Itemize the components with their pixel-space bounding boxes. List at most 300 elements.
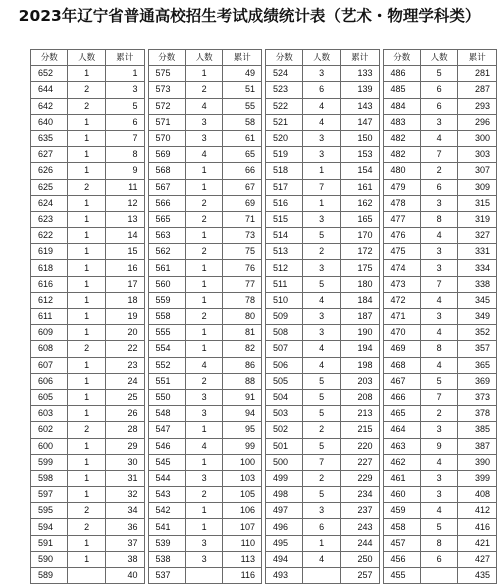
table-row (31, 211, 145, 227)
score-cell: 561 (148, 260, 185, 276)
count-cell: 3 (420, 309, 457, 325)
count-cell: 3 (185, 130, 222, 146)
score-cell: 464 (383, 422, 420, 438)
cumulative-cell: 170 (340, 228, 379, 244)
cumulative-cell: 229 (340, 470, 379, 486)
score-cell: 513 (266, 244, 303, 260)
count-cell: 4 (185, 147, 222, 163)
cumulative-cell: 180 (340, 276, 379, 292)
score-cell: 478 (383, 195, 420, 211)
count-cell: 4 (185, 98, 222, 114)
table-row (31, 130, 145, 146)
count-cell: 4 (303, 114, 340, 130)
count-cell: 7 (420, 276, 457, 292)
score-cell: 486 (383, 66, 420, 82)
score-cell: 627 (31, 147, 68, 163)
table-row (31, 82, 145, 98)
cumulative-cell: 55 (223, 98, 262, 114)
score-table-4 (383, 49, 498, 584)
table-row (31, 276, 145, 292)
count-cell: 2 (68, 503, 105, 519)
count-cell: 1 (68, 438, 105, 454)
table-row (383, 519, 497, 535)
count-cell: 1 (303, 195, 340, 211)
cumulative-cell: 150 (340, 130, 379, 146)
cumulative-cell: 22 (105, 341, 144, 357)
score-cell: 510 (266, 292, 303, 308)
count-cell (420, 568, 457, 584)
count-cell: 4 (303, 98, 340, 114)
table-row (266, 66, 380, 82)
score-cell: 494 (266, 551, 303, 567)
count-cell: 5 (303, 276, 340, 292)
count-cell: 5 (303, 389, 340, 405)
count-cell: 1 (68, 276, 105, 292)
score-cell: 603 (31, 406, 68, 422)
table-row (148, 260, 262, 276)
table-row (148, 568, 262, 584)
count-cell: 1 (185, 341, 222, 357)
table-row (148, 66, 262, 82)
cumulative-cell: 32 (105, 487, 144, 503)
table-row (148, 357, 262, 373)
table-row (383, 503, 497, 519)
score-cell: 597 (31, 487, 68, 503)
cumulative-cell: 100 (223, 454, 262, 470)
cumulative-cell: 345 (458, 292, 497, 308)
cumulative-cell: 12 (105, 195, 144, 211)
score-cell: 605 (31, 389, 68, 405)
table-row (383, 422, 497, 438)
header-cumulative: 累计 (223, 50, 262, 66)
table-row (266, 373, 380, 389)
count-cell: 1 (68, 147, 105, 163)
count-cell: 1 (68, 309, 105, 325)
score-cell: 466 (383, 389, 420, 405)
count-cell: 6 (420, 179, 457, 195)
cumulative-cell: 67 (223, 179, 262, 195)
count-cell (185, 568, 222, 584)
table-row (148, 82, 262, 98)
table-row (266, 211, 380, 227)
score-cell: 456 (383, 551, 420, 567)
table-row (31, 147, 145, 163)
cumulative-cell: 338 (458, 276, 497, 292)
count-cell: 1 (68, 487, 105, 503)
table-row (31, 503, 145, 519)
score-cell: 618 (31, 260, 68, 276)
cumulative-cell: 34 (105, 503, 144, 519)
count-cell: 8 (420, 341, 457, 357)
cumulative-cell: 369 (458, 373, 497, 389)
table-row (266, 82, 380, 98)
score-cell: 499 (266, 470, 303, 486)
count-cell: 3 (185, 551, 222, 567)
table-row (266, 422, 380, 438)
count-cell: 1 (68, 228, 105, 244)
count-cell: 5 (303, 228, 340, 244)
score-cell: 472 (383, 292, 420, 308)
table-row (383, 98, 497, 114)
cumulative-cell: 77 (223, 276, 262, 292)
table-row (31, 470, 145, 486)
count-cell: 2 (303, 244, 340, 260)
score-cell: 548 (148, 406, 185, 422)
cumulative-cell: 1 (105, 66, 144, 82)
score-cell: 570 (148, 130, 185, 146)
score-cell: 652 (31, 66, 68, 82)
count-cell: 5 (420, 373, 457, 389)
cumulative-cell: 303 (458, 147, 497, 163)
count-cell: 1 (68, 163, 105, 179)
header-count: 人数 (68, 50, 105, 66)
cumulative-cell: 25 (105, 389, 144, 405)
table-row (148, 179, 262, 195)
count-cell: 4 (185, 357, 222, 373)
count-cell: 8 (420, 211, 457, 227)
cumulative-cell: 5 (105, 98, 144, 114)
cumulative-cell: 153 (340, 147, 379, 163)
cumulative-cell: 349 (458, 309, 497, 325)
table-row (148, 228, 262, 244)
table-row (266, 487, 380, 503)
header-score: 分数 (148, 50, 185, 66)
table-row (266, 276, 380, 292)
table-row (383, 292, 497, 308)
cumulative-cell: 139 (340, 82, 379, 98)
count-cell: 1 (185, 179, 222, 195)
count-cell: 7 (420, 389, 457, 405)
count-cell: 4 (420, 357, 457, 373)
table-row (31, 163, 145, 179)
score-cell: 606 (31, 373, 68, 389)
table-row (266, 195, 380, 211)
table-row (383, 357, 497, 373)
count-cell: 1 (68, 244, 105, 260)
table-row (31, 244, 145, 260)
cumulative-cell: 198 (340, 357, 379, 373)
count-cell: 4 (420, 292, 457, 308)
score-cell: 502 (266, 422, 303, 438)
table-row (383, 325, 497, 341)
table-row (31, 341, 145, 357)
header-cumulative: 累计 (340, 50, 379, 66)
table-row (266, 389, 380, 405)
table-row (31, 228, 145, 244)
table-row (383, 276, 497, 292)
table-row (383, 114, 497, 130)
cumulative-cell: 147 (340, 114, 379, 130)
table-row (383, 163, 497, 179)
count-cell: 1 (185, 325, 222, 341)
cumulative-cell: 365 (458, 357, 497, 373)
cumulative-cell: 81 (223, 325, 262, 341)
count-cell: 4 (303, 551, 340, 567)
count-cell: 3 (420, 260, 457, 276)
table-row (31, 373, 145, 389)
table-row (266, 260, 380, 276)
table-row (383, 147, 497, 163)
cumulative-cell: 73 (223, 228, 262, 244)
table-row (266, 179, 380, 195)
score-cell: 595 (31, 503, 68, 519)
cumulative-cell: 215 (340, 422, 379, 438)
score-cell: 475 (383, 244, 420, 260)
table-row (266, 228, 380, 244)
table-row (148, 211, 262, 227)
cumulative-cell: 14 (105, 228, 144, 244)
header-count: 人数 (185, 50, 222, 66)
table-row (148, 244, 262, 260)
count-cell: 2 (185, 211, 222, 227)
cumulative-cell: 190 (340, 325, 379, 341)
cumulative-cell: 357 (458, 341, 497, 357)
table-row (31, 195, 145, 211)
cumulative-cell: 107 (223, 519, 262, 535)
score-cell: 619 (31, 244, 68, 260)
table-row (383, 195, 497, 211)
count-cell: 5 (420, 519, 457, 535)
table-row (383, 179, 497, 195)
count-cell: 1 (185, 292, 222, 308)
cumulative-cell: 105 (223, 487, 262, 503)
count-cell: 1 (303, 163, 340, 179)
cumulative-cell: 208 (340, 389, 379, 405)
cumulative-cell: 6 (105, 114, 144, 130)
score-cell: 608 (31, 341, 68, 357)
table-row (31, 438, 145, 454)
score-cell: 635 (31, 130, 68, 146)
count-cell: 4 (420, 130, 457, 146)
cumulative-cell: 49 (223, 66, 262, 82)
count-cell: 1 (303, 535, 340, 551)
count-cell: 7 (420, 147, 457, 163)
cumulative-cell: 327 (458, 228, 497, 244)
score-cell: 626 (31, 163, 68, 179)
score-cell: 512 (266, 260, 303, 276)
count-cell: 2 (68, 422, 105, 438)
cumulative-cell: 61 (223, 130, 262, 146)
table-row (383, 244, 497, 260)
count-cell: 2 (68, 98, 105, 114)
table-row (148, 114, 262, 130)
count-cell: 1 (68, 114, 105, 130)
score-cell: 591 (31, 535, 68, 551)
count-cell: 2 (420, 163, 457, 179)
score-cell: 567 (148, 179, 185, 195)
table-row (148, 422, 262, 438)
header-score: 分数 (31, 50, 68, 66)
count-cell: 6 (303, 519, 340, 535)
score-cell: 555 (148, 325, 185, 341)
table-row (383, 535, 497, 551)
header-count: 人数 (420, 50, 457, 66)
score-cell: 642 (31, 98, 68, 114)
table-row (148, 519, 262, 535)
score-cell: 460 (383, 487, 420, 503)
cumulative-cell: 17 (105, 276, 144, 292)
score-cell: 543 (148, 487, 185, 503)
header-cumulative: 累计 (105, 50, 144, 66)
count-cell: 1 (68, 130, 105, 146)
table-row (31, 454, 145, 470)
table-row (383, 130, 497, 146)
cumulative-cell: 76 (223, 260, 262, 276)
score-cell: 644 (31, 82, 68, 98)
score-cell: 640 (31, 114, 68, 130)
cumulative-cell: 66 (223, 163, 262, 179)
table-row (31, 179, 145, 195)
count-cell: 1 (68, 292, 105, 308)
count-cell: 4 (420, 325, 457, 341)
score-cell: 504 (266, 389, 303, 405)
cumulative-cell: 296 (458, 114, 497, 130)
score-cell: 508 (266, 325, 303, 341)
table-header-row (148, 50, 262, 66)
table-header-row (266, 50, 380, 66)
score-cell: 607 (31, 357, 68, 373)
cumulative-cell: 257 (340, 568, 379, 584)
score-cell: 521 (266, 114, 303, 130)
table-row (148, 438, 262, 454)
table-row (383, 551, 497, 567)
score-cell: 485 (383, 82, 420, 98)
count-cell: 3 (420, 114, 457, 130)
table-row (148, 341, 262, 357)
count-cell: 6 (420, 82, 457, 98)
count-cell: 1 (68, 260, 105, 276)
count-cell: 1 (68, 406, 105, 422)
score-cell: 599 (31, 454, 68, 470)
cumulative-cell: 307 (458, 163, 497, 179)
score-cell: 505 (266, 373, 303, 389)
cumulative-cell: 18 (105, 292, 144, 308)
score-cell: 550 (148, 389, 185, 405)
table-row (266, 114, 380, 130)
table-header-row (383, 50, 497, 66)
count-cell: 6 (303, 82, 340, 98)
score-cell: 455 (383, 568, 420, 584)
score-cell: 569 (148, 147, 185, 163)
table-row (266, 98, 380, 114)
table-row (31, 357, 145, 373)
score-cell: 516 (266, 195, 303, 211)
count-cell: 3 (185, 389, 222, 405)
score-cell: 462 (383, 454, 420, 470)
count-cell: 1 (185, 228, 222, 244)
score-cell: 575 (148, 66, 185, 82)
count-cell: 1 (68, 373, 105, 389)
header-score: 分数 (383, 50, 420, 66)
score-cell: 566 (148, 195, 185, 211)
table-row (31, 519, 145, 535)
table-row (266, 454, 380, 470)
score-cell: 625 (31, 179, 68, 195)
count-cell: 3 (185, 406, 222, 422)
score-cell: 624 (31, 195, 68, 211)
count-cell: 2 (303, 470, 340, 486)
score-cell: 467 (383, 373, 420, 389)
cumulative-cell: 408 (458, 487, 497, 503)
count-cell: 2 (68, 341, 105, 357)
score-cell: 545 (148, 454, 185, 470)
table-row (383, 406, 497, 422)
cumulative-cell: 194 (340, 341, 379, 357)
table-row (148, 406, 262, 422)
count-cell: 1 (68, 325, 105, 341)
score-cell: 565 (148, 211, 185, 227)
count-cell: 6 (420, 551, 457, 567)
score-cell: 539 (148, 535, 185, 551)
cumulative-cell: 31 (105, 470, 144, 486)
score-cell: 498 (266, 487, 303, 503)
cumulative-cell: 161 (340, 179, 379, 195)
table-row (148, 373, 262, 389)
count-cell: 3 (185, 470, 222, 486)
cumulative-cell: 133 (340, 66, 379, 82)
cumulative-cell: 20 (105, 325, 144, 341)
table-row (266, 357, 380, 373)
score-cell: 468 (383, 357, 420, 373)
score-cell: 522 (266, 98, 303, 114)
table-row (31, 292, 145, 308)
score-cell: 503 (266, 406, 303, 422)
count-cell: 2 (185, 487, 222, 503)
cumulative-cell: 30 (105, 454, 144, 470)
cumulative-cell: 11 (105, 179, 144, 195)
cumulative-cell: 399 (458, 470, 497, 486)
cumulative-cell: 187 (340, 309, 379, 325)
header-cumulative: 累计 (458, 50, 497, 66)
cumulative-cell: 106 (223, 503, 262, 519)
cumulative-cell: 237 (340, 503, 379, 519)
score-cell: 590 (31, 551, 68, 567)
cumulative-cell: 91 (223, 389, 262, 405)
cumulative-cell: 113 (223, 551, 262, 567)
cumulative-cell: 243 (340, 519, 379, 535)
score-cell: 623 (31, 211, 68, 227)
score-cell: 542 (148, 503, 185, 519)
count-cell: 4 (303, 357, 340, 373)
table-row (266, 503, 380, 519)
table-row (383, 568, 497, 584)
score-cell: 482 (383, 130, 420, 146)
cumulative-cell: 19 (105, 309, 144, 325)
cumulative-cell: 421 (458, 535, 497, 551)
table-row (148, 163, 262, 179)
score-cell: 558 (148, 309, 185, 325)
table-header-row (31, 50, 145, 66)
cumulative-cell: 172 (340, 244, 379, 260)
score-table-1 (30, 49, 145, 584)
score-cell: 484 (383, 98, 420, 114)
table-row (383, 373, 497, 389)
table-row (383, 309, 497, 325)
table-row (266, 568, 380, 584)
count-cell: 1 (185, 454, 222, 470)
score-cell: 560 (148, 276, 185, 292)
table-row (383, 341, 497, 357)
count-cell: 3 (303, 66, 340, 82)
score-cell: 524 (266, 66, 303, 82)
cumulative-cell: 390 (458, 454, 497, 470)
cumulative-cell: 15 (105, 244, 144, 260)
cumulative-cell: 99 (223, 438, 262, 454)
score-cell: 517 (266, 179, 303, 195)
score-cell: 602 (31, 422, 68, 438)
table-row (148, 130, 262, 146)
table-row (148, 487, 262, 503)
